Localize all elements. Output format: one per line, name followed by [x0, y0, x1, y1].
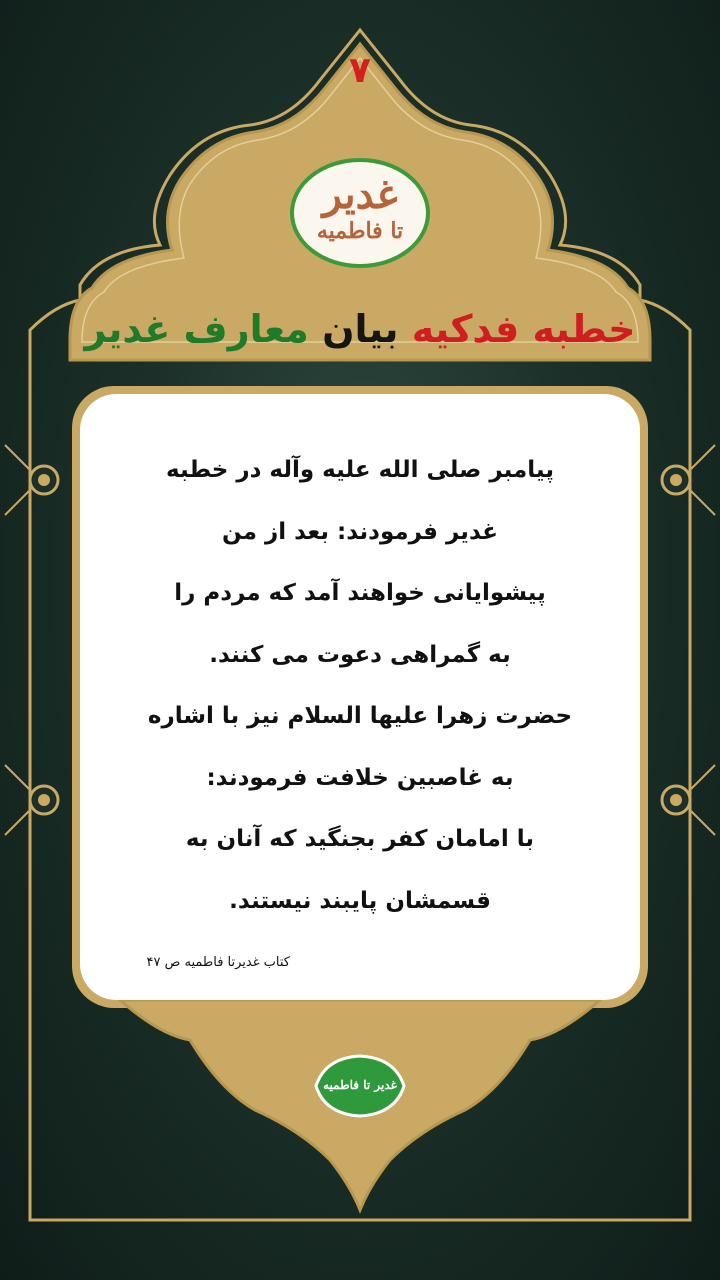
- source-citation: کتاب غدیرتا فاطمیه ص ۴۷: [146, 955, 290, 970]
- body-line: با امامان کفر بجنگید که آنان به: [185, 826, 535, 852]
- body-line: حضرت زهرا علیها السلام نیز با اشاره: [147, 703, 573, 729]
- page-title: [80, 292, 640, 372]
- title-part3: معارف غدیر: [84, 307, 309, 351]
- body-text: [110, 440, 610, 932]
- title-part2: بیان: [322, 307, 399, 351]
- body-line: غدیر فرمودند: بعد از من: [222, 518, 498, 545]
- logo-line1: غدیر: [322, 171, 398, 218]
- body-line: به گمراهی دعوت می کنند.: [209, 641, 511, 668]
- body-line: قسمشان پایبند نیستند.: [229, 887, 491, 914]
- body-line: پیشوایانی خواهند آمد که مردم را: [174, 580, 546, 606]
- logo-circle: [290, 158, 430, 268]
- badge-number: ۷: [349, 50, 371, 91]
- title-part1: خطبه فدکیه: [411, 307, 636, 351]
- body-line: پیامبر صلی الله علیه وآله در خطبه: [166, 457, 554, 483]
- bottom-logo-text: غدیر تا فاطمیه: [323, 1078, 397, 1092]
- body-line: به غاصبین خلافت فرمودند:: [206, 764, 514, 791]
- logo-line2: تا فاطمیه: [316, 218, 404, 244]
